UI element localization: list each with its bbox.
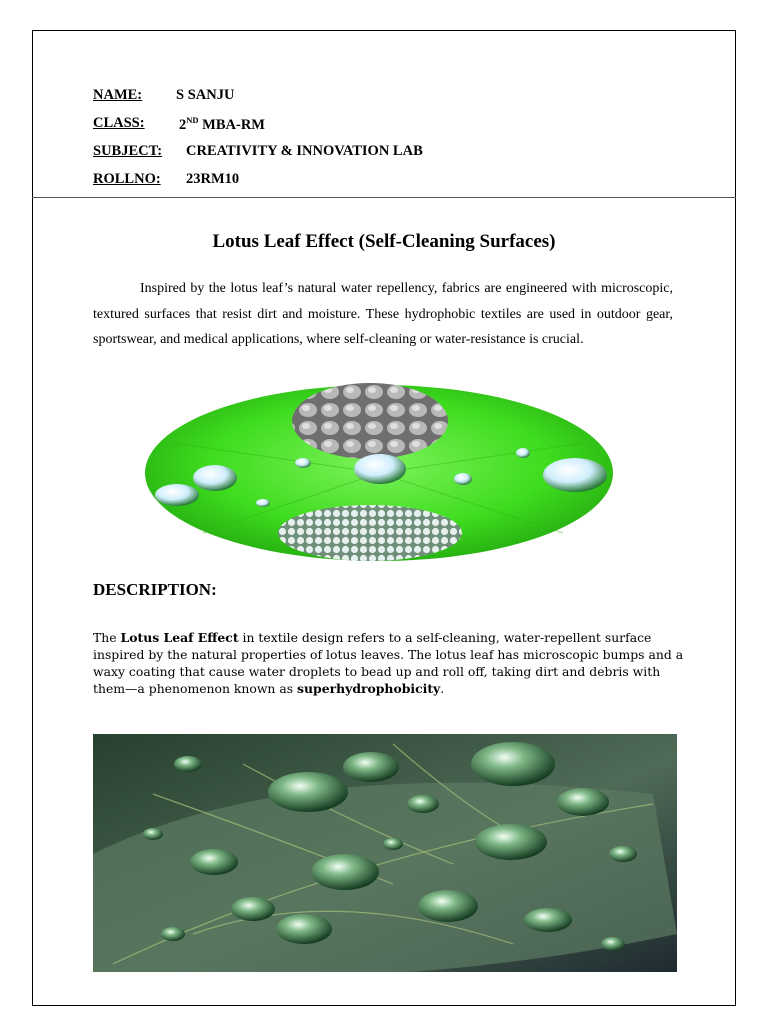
name-label: NAME: [93,87,143,103]
leaf-water-droplets-photo [93,734,677,972]
class-value-suffix-sup: ND [186,115,199,125]
class-value-program: MBA-RM [198,117,265,133]
description-text-3: . [440,681,445,696]
rollno-field [93,171,240,188]
rollno-label: ROLLNO: [93,171,161,187]
class-value [179,115,265,134]
subject-field [93,143,423,160]
header-divider [32,197,736,198]
name-field [93,87,235,104]
class-field [93,115,265,133]
description-paragraph [93,629,693,697]
document-title: Lotus Leaf Effect (Self-Cleaning Surfaces) [212,231,556,252]
rollno-value: 23RM10 [186,171,240,187]
description-text-2: in textile design refers to a self-cleaning, water-repellent surface inspired by the natural properties of lotus leaves. The lotus leaf has microscopic bumps and a waxy coating that cause water droplets to bead up and roll off, taking dirt and debris with them—a phenomenon known as [93,630,684,696]
description-bold-term-1: Lotus Leaf Effect [120,630,239,645]
description-heading: DESCRIPTION: [93,580,217,599]
name-value: S SANJU [176,87,235,103]
class-label: CLASS: [93,115,145,131]
lotus-leaf-microstructure-image [143,383,615,563]
subject-label: SUBJECT: [93,143,163,159]
description-bold-term-2: superhydrophobicity [297,681,441,696]
class-value-number: 2 [179,117,187,133]
subject-value: CREATIVITY & INNOVATION LAB [186,143,423,159]
description-text-1: The [93,630,121,645]
intro-paragraph: Inspired by the lotus leaf’s natural water repellency, fabrics are engineered with microscopic, textured surfaces that resist dirt and moisture. These hydrophobic textiles are used in outdoor gear, sportswear, and medical applications, where self-cleaning or water-resistance is crucial. [93,281,673,347]
